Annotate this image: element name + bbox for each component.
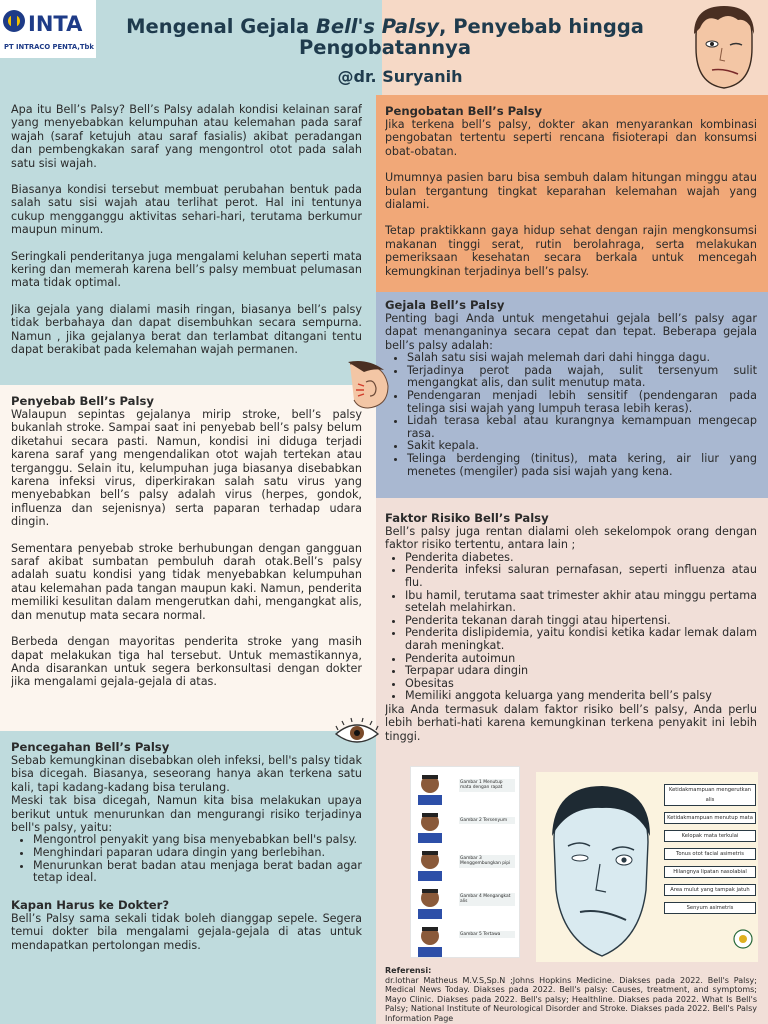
treatment-paragraph-1: Jika terkena bell’s palsy, dokter akan menyarankan kombinasi pengobatan tertentu seperti rencana fisioterapi dan konsumsi obat-obatan. <box>385 118 757 158</box>
photo-caption: Gambar 4 Mengangkat alis <box>459 893 515 906</box>
photo-row <box>415 847 517 881</box>
photo-caption: Gambar 3 Menggembungkan pipi <box>459 855 515 868</box>
face-diagram-labels <box>664 784 756 920</box>
symptoms-paragraph: Penting bagi Anda untuk mengetahui gejala bell’s palsy agar dapat menanganinya secara cepat dan tepat. Beberapa gejala bell’s palsy adalah: <box>385 312 757 352</box>
person-photo-icon <box>415 923 445 957</box>
prevention-heading: Pencegahan Bell’s Palsy <box>11 740 170 754</box>
diagram-label: Tonus otot facial asimetris <box>664 848 756 860</box>
diagram-label: Ketidakmampuan mengerutkan alis <box>664 784 756 806</box>
list-item: • Memiliki anggota keluarga yang menderita bell’s palsy <box>405 690 757 703</box>
list-item: • Menghindari paparan udara dingin yang berlebihan. <box>33 847 362 860</box>
face-illustration-icon <box>688 4 760 92</box>
person-photo-icon <box>415 885 445 919</box>
list-item: • Sakit kepala. <box>407 440 757 453</box>
list-item: • Penderita infeksi saluran pernafasan, seperti influenza atau flu. <box>405 564 757 589</box>
list-item: • Terjadinya perot pada wajah, sulit tersenyum sulit mengangkat alis, dan sulit menutup mata. <box>407 365 757 390</box>
face-diagram-illustration <box>540 780 660 962</box>
risk-list <box>385 552 757 703</box>
risk-paragraph-2: Jika Anda termasuk dalam faktor risiko bell’s palsy, Anda perlu lebih berhati-hati karena kemungkinan terkena penyakit ini lebih tinggi. <box>385 702 757 743</box>
cause-paragraph-2: Sementara penyebab stroke berhubungan dengan gangguan saraf akibat sumbatan pembuluh darah otak.Bell’s palsy adalah suatu kondisi yang tidak menyebabkan kelumpuhan atau kelemahan pada tangan maupun kaki. Namun, penderita memiliki kesulitan dalam mengerutkan dahi, mengangkat alis, dan menutup mata secara normal. <box>11 541 362 622</box>
treatment-paragraph-3: Tetap praktikkann gaya hidup sehat dengan rajin mengkonsumsi makanan tinggi serat, rutin berolahraga, serta melakukan pemeriksaan kesehatan secara berkala untuk mencegah kemungkinan terjadinya bell’s palsy. <box>385 224 757 278</box>
risk-section <box>385 511 757 743</box>
emblem-icon <box>732 928 754 950</box>
diagram-label: Senyum asimetris <box>664 902 756 914</box>
list-item: • Mengontrol penyakit yang bisa menyebabkan bell's palsy. <box>33 834 362 847</box>
list-item: • Obesitas <box>405 678 757 691</box>
list-item: • Penderita autoimun <box>405 653 757 666</box>
company-logo-graphic <box>0 0 96 58</box>
risk-heading: Faktor Risiko Bell’s Palsy <box>385 511 549 525</box>
photo-caption: Gambar 5 Tertawa <box>459 931 515 938</box>
svg-text:PT INTRACO PENTA,Tbk: PT INTRACO PENTA,Tbk <box>4 43 94 51</box>
person-photo-icon <box>415 847 445 881</box>
photo-caption: Gambar 1 Menutup mata dengan rapat <box>459 779 515 792</box>
prevention-paragraph-1: Sebab kemungkinan disebabkan oleh infeksi, bell's palsy tidak bisa dicegah. Biasanya, seseorang hanya akan terkena satu kali, tapi kadang-kadang bisa terulang. <box>11 754 362 794</box>
photo-row <box>415 885 517 919</box>
intro-paragraph-3: Seringkali penderitanya juga mengalami keluhan seperti mata kering dan memerah karena bell’s palsy membuat pelumasan mata tidak optimal. <box>11 249 362 290</box>
diagram-label: Ketidakmampuan menutup mata <box>664 812 756 824</box>
list-item: • Terpapar udara dingin <box>405 665 757 678</box>
intro-paragraph-1: Apa itu Bell’s Palsy? Bell’s Palsy adalah kondisi kelainan saraf yang menyebabkan kelumpuhan atau kelemahan pada saraf wajah (saraf ketujuh atau saraf fasialis) akibat peradangan dan pembengkakan saraf yang mengontrol otot pada salah satu sisi wajah. <box>11 103 362 170</box>
person-photo-icon <box>415 809 445 843</box>
treatment-heading: Pengobatan Bell’s Palsy <box>385 104 543 118</box>
doctor-heading: Kapan Harus ke Dokter? <box>11 897 170 912</box>
symptoms-list <box>385 352 757 478</box>
cause-paragraph-1: Walaupun sepintas gejalanya mirip stroke, bell’s palsy bukanlah stroke. Sampai saat ini penyebab bell’s palsy belum diketahui secara pasti. Namun, kondisi ini diduga terjadi karena saraf yang mengendalikan otot wajah tertekan atau terganggu. Selain itu, kelumpuhan juga biasanya disebabkan karena infeksi virus, diperkirakan salah satu virus yang menyebabkan bell’s palsy adalah virus (herpes, gondok, influenza dan sejenisnya) serta paparan terhadap udara dingin. <box>11 408 362 529</box>
author-handle: @dr. Suryanih <box>337 67 463 86</box>
svg-text:INTA: INTA <box>28 12 83 36</box>
prevention-section <box>11 740 362 952</box>
diagram-label: Hilangnya lipatan nasolabial <box>664 866 756 878</box>
list-item: • Penderita tekanan darah tinggi atau hipertensi. <box>405 615 757 628</box>
photo-row <box>415 923 517 957</box>
list-item: • Penderita diabetes. <box>405 552 757 565</box>
references-heading: Referensi: <box>385 966 432 975</box>
intro-paragraph-2: Biasanya kondisi tersebut membuat perubahan bentuk pada salah satu sisi wajah atau terlihat perot. Hal ini tentunya cukup mengganggu aktivitas sehari-hari, terutama berkumur maupun minum. <box>11 183 362 237</box>
list-item: • Penderita dislipidemia, yaitu kondisi ketika kadar lemak dalam darah meningkat. <box>405 627 757 652</box>
list-item: • Telinga berdenging (tinitus), mata kering, air liur yang menetes (mengiler) pada sisi wajah yang kena. <box>407 453 757 478</box>
references-section <box>385 966 757 1024</box>
treatment-section <box>385 104 757 278</box>
list-item: • Ibu hamil, terutama saat trimester akhir atau minggu pertama setelah melahirkan. <box>405 590 757 615</box>
cause-paragraph-3: Berbeda dengan mayoritas penderita stroke yang masih dapat melakukan tiga hal tersebut. Untuk memastikannya, Anda disarankan untuk segera berkonsultasi dengan dokter jika mengalami gejala-gejala di atas. <box>11 635 362 689</box>
intro-section <box>11 103 362 357</box>
prevention-list <box>11 834 362 884</box>
exercise-photo-panel <box>410 766 520 958</box>
prevention-paragraph-2: Meski tak bisa dicegah, Namun kita bisa melakukan upaya berikut untuk menurunkan dan mengurangi risiko terjadinya bell's palsy, yaitu: <box>11 794 362 835</box>
diagram-label: Area mulut yang tampak jatuh <box>664 884 756 896</box>
doctor-paragraph: Bell’s Palsy sama sekali tidak boleh dianggap sepele. Segera temui dokter bila mengalami gejala-gejala di atas untuk mendapatkan pertolongan medis. <box>11 911 362 952</box>
diagram-label: Kelopak mata terkulai <box>664 830 756 842</box>
risk-paragraph-1: Bell’s palsy juga rentan dialami oleh sekelompok orang dengan faktor risiko tertentu, antara lain ; <box>385 525 757 552</box>
intro-paragraph-4: Jika gejala yang dialami masih ringan, biasanya bell’s palsy tidak berbahaya dan dapat disembuhkan secara sempurna. Namun , jika gejalanya berat dan terlambat ditangani tentu dapat berakibat pada kelemahan wajah permanen. <box>11 302 362 357</box>
cause-heading: Penyebab Bell’s Palsy <box>11 394 154 408</box>
symptoms-section <box>385 298 757 478</box>
list-item: • Salah satu sisi wajah melemah dari dahi hingga dagu. <box>407 352 757 365</box>
person-photo-icon <box>415 771 445 805</box>
references-text: dr.lothar Matheus M.V.S,Sp.N ;Johns Hopkins Medicine. Diakses pada 2022. Bell's Palsy; Medical News Today. Diakses pada 2022. Bell's palsy: Causes, treatment, and symptoms; Mayo Clinic. Diakses pada 2022. Bell's palsy; Healthline. Diakses pada 2022. What Is Bell's Palsy; National Institute of Neurological Disorder and Stroke. Diakses pada 2022. Bell's Palsy Information Page <box>385 975 757 1023</box>
face-diagram <box>536 772 758 962</box>
cause-section <box>11 394 362 689</box>
list-item: • Lidah terasa kebal atau kurangnya kemampuan mengecap rasa. <box>407 415 757 440</box>
list-item: • Menurunkan berat badan atau menjaga berat badan agar tetap ideal. <box>33 860 362 885</box>
photo-row <box>415 809 517 843</box>
treatment-paragraph-2: Umumnya pasien baru bisa sembuh dalam hitungan minggu atau bulan tergantung tingkat keparahan kelemahan wajah yang dialami. <box>385 171 757 212</box>
list-item: • Pendengaran menjadi lebih sensitif (pendengaran pada telinga sisi wajah yang lumpuh terasa lebih keras). <box>407 390 757 415</box>
symptoms-heading: Gejala Bell’s Palsy <box>385 298 505 312</box>
page-title: Mengenal Gejala Bell's Palsy, Penyebab hingga Pengobatannya <box>126 15 644 59</box>
photo-row <box>415 771 517 805</box>
company-logo <box>0 0 96 58</box>
photo-caption: Gambar 2 Tersenyum <box>459 817 515 824</box>
